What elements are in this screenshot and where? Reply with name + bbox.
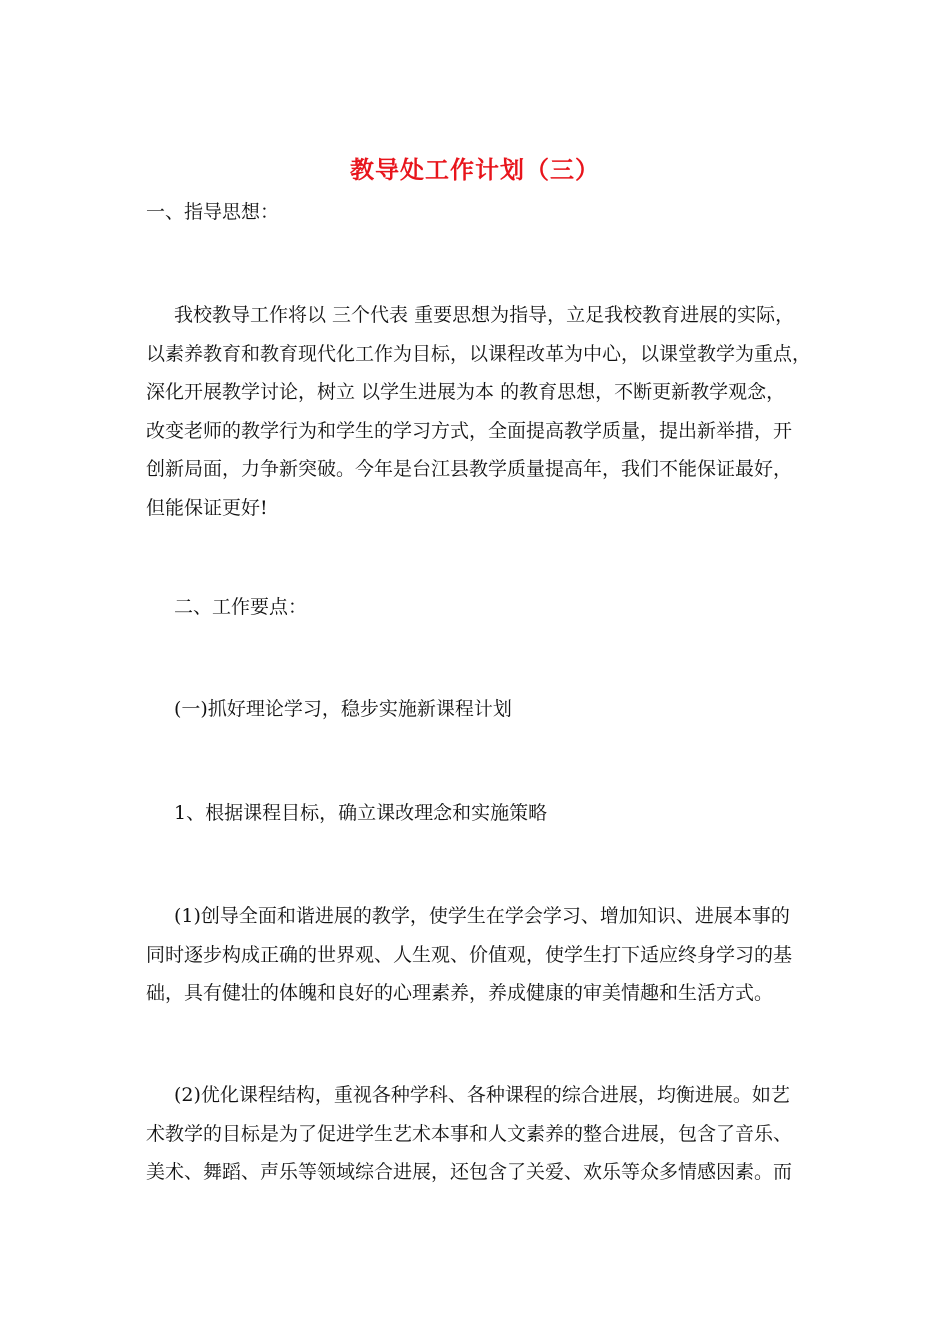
paragraph-line: 以素养教育和教育现代化工作为目标，以课程改革为中心，以课堂教学为重点， [146, 342, 812, 365]
section2-heading: 二、工作要点： [174, 596, 308, 618]
paragraph-line: 同时逐步构成正确的世界观、人生观、价值观，使学生打下适应终身学习的基 [146, 943, 793, 966]
paragraph-line: 术教学的目标是为了促进学生艺术本事和人文素养的整合进展，包含了音乐、 [146, 1122, 793, 1145]
paragraph-item-1 [146, 903, 806, 1019]
paragraph-guiding-ideology [146, 302, 812, 533]
subsection1-heading: (一)抓好理论学习，稳步实施新课程计划 [174, 698, 512, 720]
section1-heading: 一、指导思想： [146, 201, 280, 223]
item1-heading: 1、根据课程目标，确立课改理念和实施策略 [174, 802, 548, 824]
paragraph-line: 改变老师的教学行为和学生的学习方式，全面提高教学质量，提出新举措，开 [146, 419, 793, 442]
document-title: 教导处工作计划（三） [350, 155, 600, 184]
paragraph-line: 但能保证更好! [146, 496, 268, 519]
paragraph-line: 创新局面，力争新突破。今年是台江县教学质量提高年，我们不能保证最好， [146, 458, 793, 480]
paragraph-line: 美术、舞蹈、声乐等领域综合进展，还包含了关爱、欢乐等众多情感因素。而 [146, 1161, 793, 1183]
paragraph-line: 我校教导工作将以 三个代表 重要思想为指导，立足我校教育进展的实际， [174, 304, 795, 326]
paragraph-item-2 [146, 1082, 806, 1198]
paragraph-line: 础，具有健壮的体魄和良好的心理素养，养成健康的审美情趣和生活方式。 [146, 982, 774, 1004]
paragraph-line: (2)优化课程结构，重视各种学科、各种课程的综合进展，均衡进展。如艺 [174, 1084, 790, 1106]
paragraph-line: 深化开展教学讨论，树立 以学生进展为本 的教育思想，不断更新教学观念， [146, 381, 786, 403]
paragraph-line: (1)创导全面和谐进展的教学，使学生在学会学习、增加知识、进展本事的 [174, 905, 790, 927]
